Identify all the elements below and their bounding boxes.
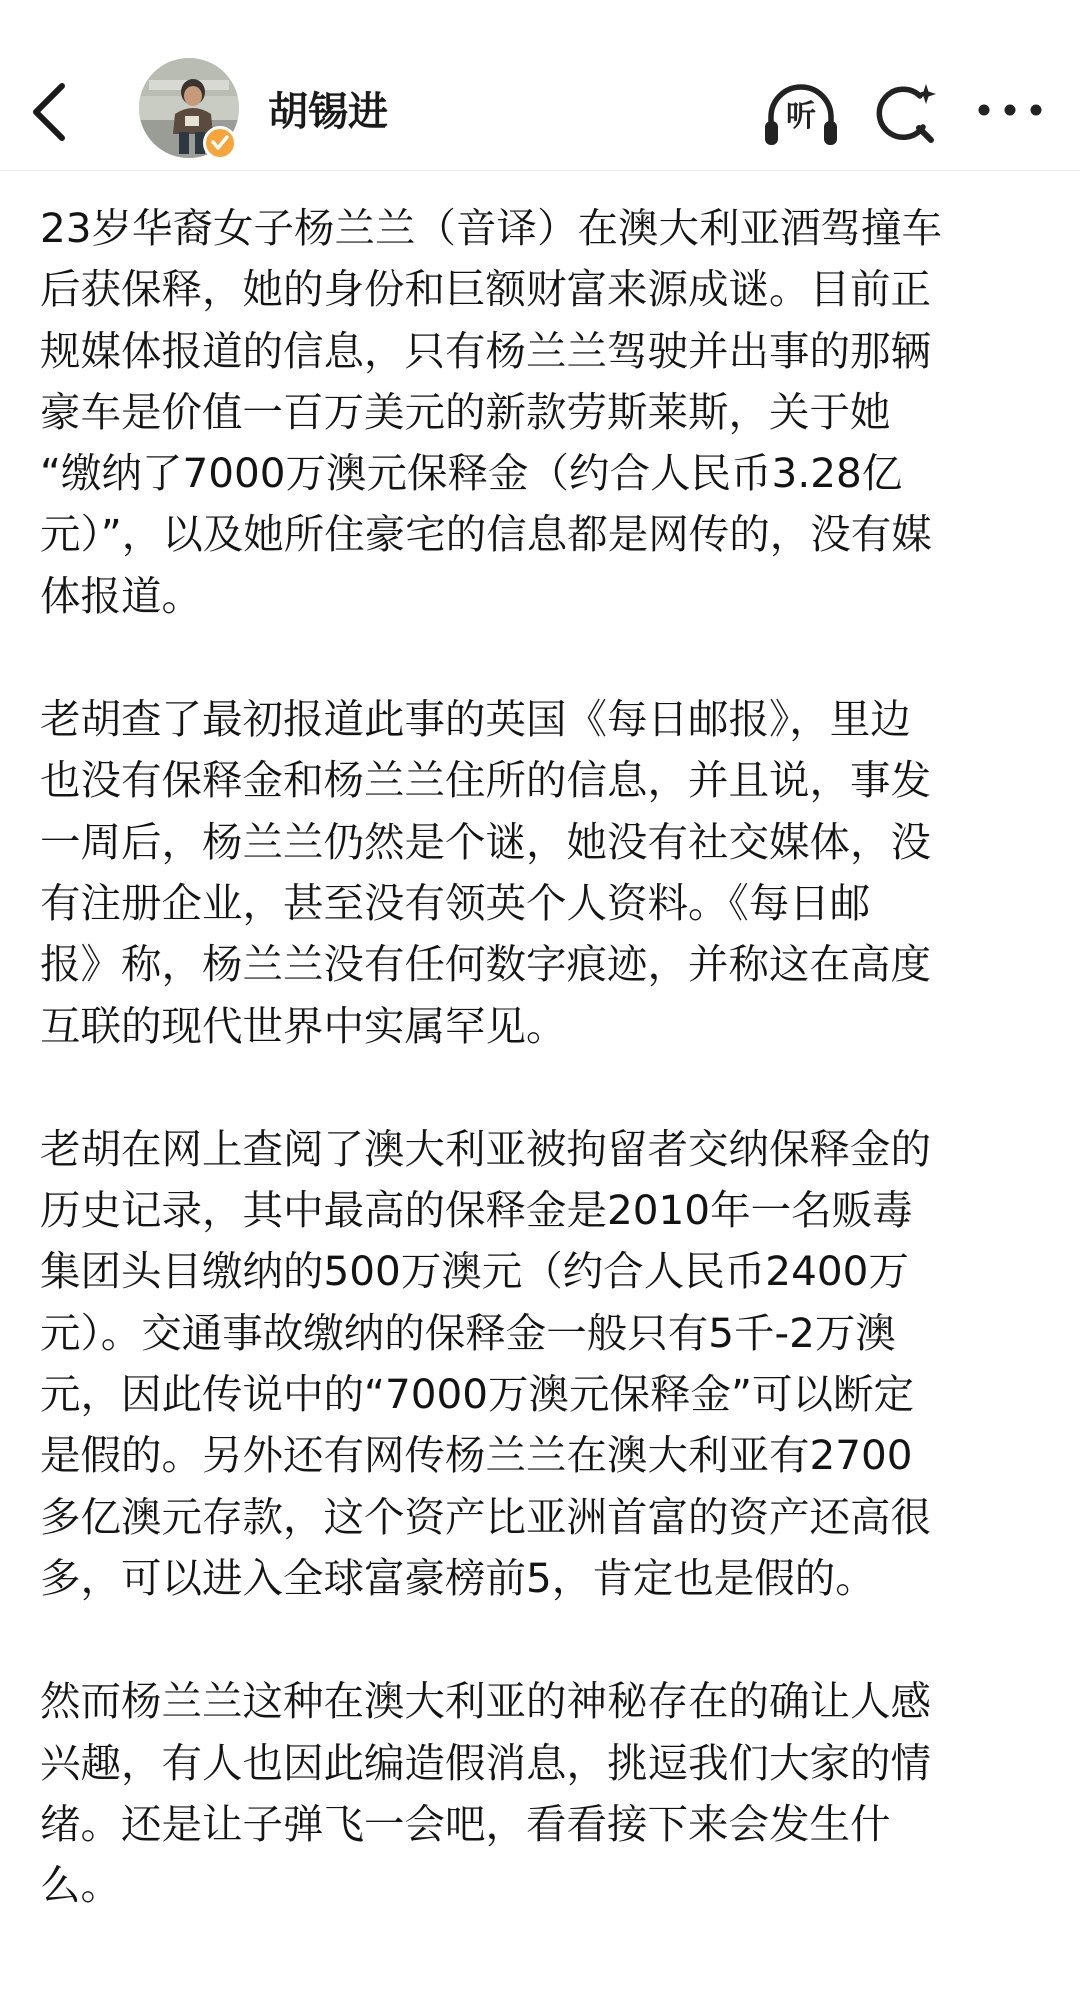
search-sparkle-icon	[870, 78, 942, 150]
post-body	[40, 198, 1046, 1978]
post-paragraph: 老胡查了最初报道此事的英国《每日邮报》，里边 也没有保释金和杨兰兰住所的信息，并且说，事发 一周后，杨兰兰仍然是个谜，她没有社交媒体，没 有注册企业，甚至没有领英个人资料。《每日邮 报》称，杨兰兰没有任何数字痕迹，并称这在高度 互联的现代世界中实属罕见。	[40, 695, 931, 1050]
username[interactable]: 胡锡进	[268, 89, 388, 135]
back-button[interactable]	[26, 72, 76, 152]
chevron-left-icon	[26, 72, 76, 152]
search-button[interactable]	[870, 78, 942, 150]
post-paragraph: 老胡在网上查阅了澳大利亚被拘留者交纳保释金的 历史记录，其中最高的保释金是2010年一名贩毒 集团头目缴纳的500万澳元（约合人民币2400万 元）。交通事故缴纳的保释金一般只有5千-2万澳 元，因此传说中的“7000万澳元保释金”可以断定 是假的。另外还有网传杨兰兰在澳大利亚有2700 多亿澳元存款，这个资产比亚洲首富的资产还高很 多，可以进入全球富豪榜前5，肯定也是假的。	[40, 1124, 931, 1602]
top-nav-bar	[0, 0, 1080, 171]
verified-badge	[203, 126, 237, 160]
verified-badge-icon	[206, 129, 234, 157]
more-button[interactable]	[975, 90, 1045, 130]
post-paragraph: 然而杨兰兰这种在澳大利亚的神秘存在的确让人感 兴趣，有人也因此编造假消息，挑逗我们大家的情 绪。还是让子弹飞一会吧，看看接下来会发生什 么。	[40, 1677, 931, 1910]
listen-label: 听	[786, 99, 816, 134]
post-paragraph: 23岁华裔女子杨兰兰（音译）在澳大利亚酒驾撞车 后获保释，她的身份和巨额财富来源成谜。目前正 规媒体报道的信息，只有杨兰兰驾驶并出事的那辆 豪车是价值一百万美元的新款劳斯莱斯，关于她 “缴纳了7000万澳元保释金（约合人民币3.28亿 元）”，以及她所住豪宅的信息都是网传的，没有媒 体报道。	[40, 204, 943, 620]
more-dots-icon	[975, 90, 1045, 130]
listen-button[interactable]	[762, 79, 840, 149]
